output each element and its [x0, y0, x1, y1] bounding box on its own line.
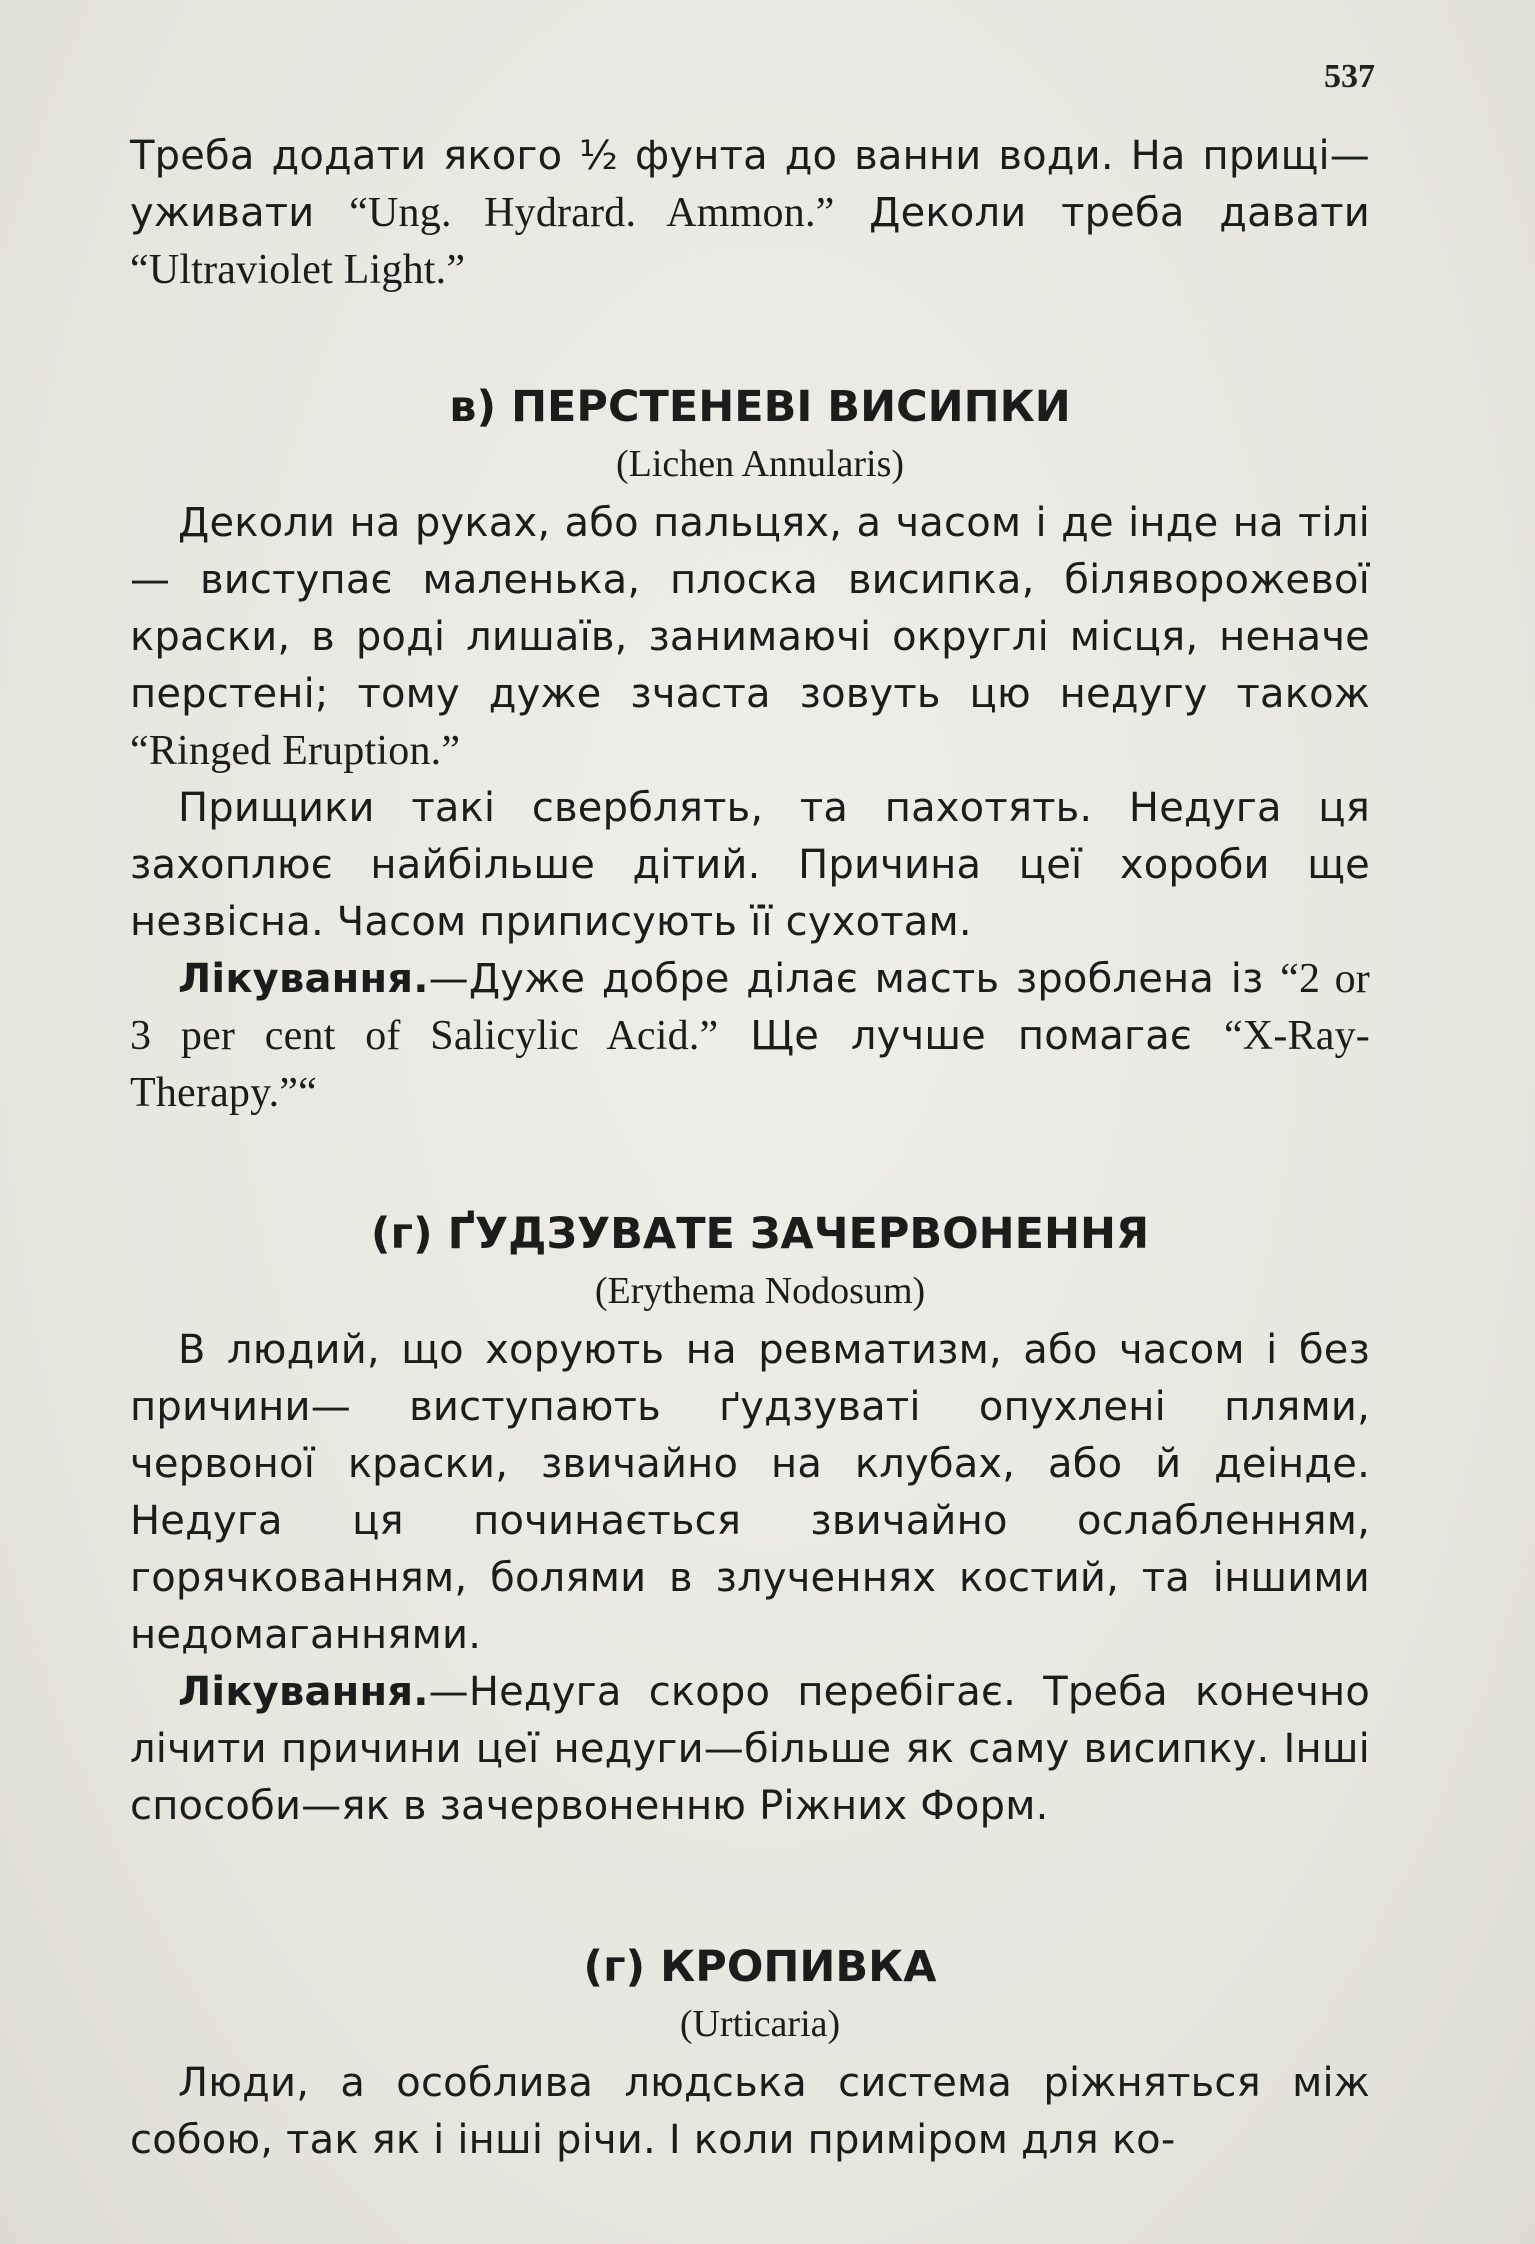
treatment-label: Лікування. [178, 1669, 429, 1715]
section-v-paragraph-2: Прищики такі сверблять, та пахотять. Недуга ця захоплює найбільше дітий. Причина цеї хороби ще незвісна. Часом приписують її сухотам. [130, 785, 1370, 945]
intro-latin-1: “Ung. Hydrard. Ammon.” [349, 190, 835, 236]
section-v-treatment-latin-1: “2 or 3 per cent of Salicylic Acid.” [130, 956, 1370, 1059]
section-heading-v: в) ПЕРСТЕНЕВІ ВИСИПКИ [449, 382, 1071, 432]
section-v-paragraph-3 [130, 951, 1370, 1122]
intro-latin-2: “Ultraviolet Light.” [130, 247, 466, 293]
page-content [130, 128, 1370, 2169]
section-g1-paragraph-1: В людий, що хорують на ревматизм, або часом і без причини— виступають ґудзуваті опухлені плями, червоної краски, звичайно на клубах, або й деінде. Недуга ця починається звичайно ослабленням, горячкованням, болями в злученнях костий, та іншими недомаганнями. [130, 1327, 1370, 1658]
section-v-text: Деколи на руках, або пальцях, а часом і де інде на тілі— виступає маленька, плоска висипка, біляворожевої краски, в роді лишаїв, занимаючі округлі місця, неначе перстені; тому дуже зчаста зовуть цю недугу також [130, 500, 1370, 717]
section-subheading-g1: (Erythema Nodosum) [594, 1270, 926, 1312]
intro-paragraph [130, 128, 1370, 299]
section-gap [130, 1835, 1370, 1937]
section-subheading-g2: (Urticaria) [679, 2003, 841, 2045]
section-gap [130, 299, 1370, 377]
section-g2-paragraph-1: Люди, а особлива людська система ріжняться між собою, так як і інші річи. І коли приміром для ко- [130, 2060, 1370, 2163]
treatment-label: Лікування. [178, 956, 429, 1002]
section-g1-treatment-text: —Недуга скоро перебігає. Треба конечно лічити причини цеї недуги—більше як саму висипку. Інші способи—як в зачервоненню Ріжних Форм. [130, 1669, 1370, 1829]
intro-text-a: Треба додати якого ½ фунта до ванни води. На прищі— уживати [130, 133, 1370, 236]
section-gap [130, 1122, 1370, 1204]
page-number: 537 [1324, 58, 1375, 95]
section-v-treatment-text-a: —Дуже добре ділає масть зроблена із [428, 956, 1264, 1002]
section-v-treatment-text-b: Ще лучше помагає [750, 1013, 1193, 1059]
section-subheading-v: (Lichen Annularis) [615, 443, 905, 485]
section-heading-g2: (г) КРОПИВКА [583, 1942, 937, 1992]
section-v-latin: “Ringed Eruption.” [130, 728, 461, 774]
section-v-treatment-latin-2: “X-Ray-Therapy.”“ [130, 1013, 1370, 1116]
intro-text-b: Деколи треба давати [869, 190, 1370, 236]
section-heading-g1: (г) ҐУДЗУВАТЕ ЗАЧЕРВОНЕННЯ [370, 1209, 1150, 1259]
section-v-paragraph-1 [130, 495, 1370, 780]
section-g1-paragraph-2 [130, 1664, 1370, 1835]
